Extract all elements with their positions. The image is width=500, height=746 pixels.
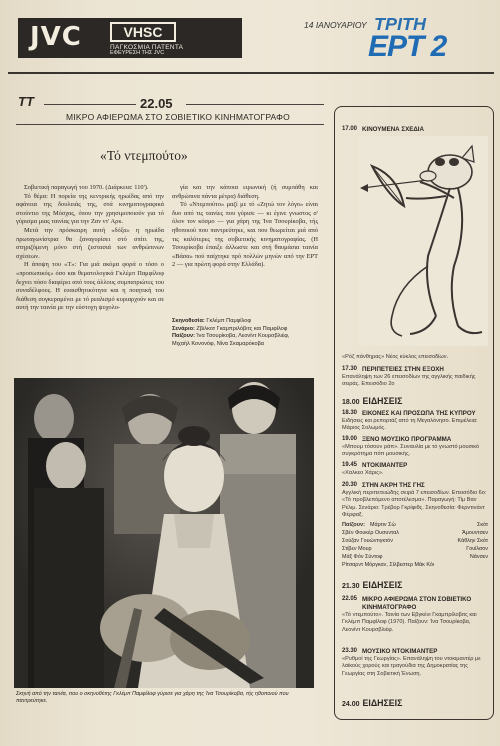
article-paragraph: Σοβιετική παραγωγή του 1970. (Διάρκεια: 110').	[24, 184, 149, 191]
article-paragraph: Μετά την πρόσκαιρη αυτή «δόξα» η ηρωίδα πρωταγωνίστρια θα ξαναγυρίσει στό σπίτι της, στηριζόμενη μόνο στή ζεστασιά των ανθρώπινων σχέσεων.	[16, 226, 164, 260]
pink-panther-illustration	[358, 136, 488, 346]
article-paragraph: Η άποψη του «Τ»: Για μιά ακόμα φορά ο τόσο ο «προσωπικός» όσο και θεματολογικά Γκλέμπ Παμφίλοφ δεχνει πόσο διαφέρει από τους άλλους συμπατριώτες του συναδέλφους. Η ευαισθητικότητα και η ποιητική του διάθεση συγκεραμένει με τό ρεαλισμό κυριαρχούν και σε αυτή την ταινία με την εύστοχη ψυχολο-	[16, 261, 164, 312]
credit-line: Παίζουν: Ίνα Τσουρίκοβα, Λεονίντ Κουρσβλιέφ,	[172, 333, 290, 340]
jvc-ad-banner	[18, 18, 242, 58]
schedule-news: 24.00 ΕΙΔΗΣΕΙΣ	[342, 698, 403, 708]
pink-panther-icon	[358, 136, 488, 346]
schedule-desc: «Μπουμ τόσουν ράπ». Συναυλία με τό γνωστό μουσικό συγκρότημα πόπ μουσικής.	[342, 444, 480, 458]
schedule-news: 18.00 ΕΙΔΗΣΕΙΣ	[342, 396, 403, 406]
credit-line: Σκηνοθεσία: Γκλέμπ Παμφίλοφ	[172, 318, 251, 324]
schedule-title: ΕΙΚΟΝΕΣ ΚΑΙ ΠΡΟΣΩΠΑ ΤΗΣ ΚΥΠΡΟΥ	[362, 410, 476, 417]
vhsc-logo: VHSC	[110, 22, 176, 42]
schedule-time: 17.00	[342, 126, 358, 132]
photo-caption: Σκηνή από την ταινία, που ο σκηνοθέτης Γκλέμπ Παμφίλοφ γύρισε για χάρη της Ίνα Τσουρίκοβα, τής ηθοποιού που παντρεύτηκε.	[16, 691, 289, 705]
divider-line	[44, 104, 136, 105]
header-divider	[8, 72, 494, 74]
article-paragraph: γία και την κάποια ειρωνική (ή συμπάθη και ανθρώπινα πάντα μέτρα) διάθεση.	[172, 184, 318, 200]
schedule-desc: «Τό ντεμπούτο». Ταινία των Εβγκένι Γκαμπρίλοβιτς και Γκλέμπ Παμφίλοφ (1970). Παίζουν: Ίνα Τσουρίκοβα, Λεονίντ Κουρσβλιέφ.	[342, 612, 477, 633]
divider-line	[16, 124, 324, 125]
channel-logo: ΕΡΤ 2	[368, 30, 447, 63]
schedule-title: ΠΕΡΙΠΕΤΕΙΕΣ ΣΤΗΝ ΕΞΟΧΗ	[362, 366, 444, 373]
article-paragraph: Τό «Ντεμπούτο» μαζί με τό «Ζητώ τον λόγο» είναι δυο από τις ταινίες που γύρισε — κι έγινε γνωστος σ' όλον τον κόσμο — για χάρη της Ίνα Τσουρίκοβα, τής ηθοποιού που παντρεύτηκε, και που θεωρείται μιά από τις καλύτερες της σοβιετικής κινηματογραφίας. (Η Τσουρίκοβα έπαιξε άλλωστε και στή θαυμάσια ταινία «Βάσα» πού παίχτηκε πρό πολλών μηνών από την ΕΡΤ 2 — για πρώτη φορά στην Ελλάδα).	[172, 201, 318, 269]
divider-line	[186, 104, 324, 105]
cast-row: Μάξ Φόν Σύντοφ Νάνσεν	[342, 554, 488, 560]
article-column-1	[16, 184, 164, 313]
section-title: ΜΙΚΡΟ ΑΦΙΕΡΩΜΑ ΣΤΟ ΣΟΒΙΕΤΙΚΟ ΚΙΝΗΜΑΤΟΓΡΑΦΟ	[66, 112, 290, 122]
schedule-title: ΞΕΝΟ ΜΟΥΣΙΚΟ ΠΡΟΓΡΑΜΜΑ	[362, 436, 452, 443]
issue-day: ΤΡΙΤΗ	[374, 14, 426, 34]
film-title: «Τό ντεμπούτο»	[100, 148, 188, 163]
cast-label: Παίζουν:	[342, 522, 365, 528]
schedule-desc: «Χαλκεο Χάρις».	[342, 470, 384, 476]
article-paragraph: Τό θέμα: Η πορεία της κεντρικής ηρωίδας από την αφάνεια της δουλειάς της, στά κινηματογραφικά στούντιο της Μόσχας, όπου την χρησιμοποιούν για τό γύρισμα μιας ταινίας για την Ζαν ντ' Αρκ.	[16, 192, 164, 226]
schedule-desc: «Ρυθμοί της Γεωργίας». Επανάληψη του ντοκιμαντέρ με λαϊκούς χορούς και τραγούδια της Δημοκρατίας της Γεωργίας στη Σοβιετική Ένωση.	[342, 656, 481, 677]
schedule-desc: Ειδήσεις και ρεπορτάζ από τη Μεγαλόνησο. Επιμέλεια: Μάριος Σολωμός.	[342, 418, 478, 432]
cast-row: Μάρτιν Σώ Σκότ	[370, 522, 488, 528]
schedule-desc: «Ρόζ πάνθηρας» Νέος κύκλος επεισοδίων.	[342, 354, 449, 360]
schedule-title: ΚΙΝΟΥΜΕΝΑ ΣΧΕΔΙΑ	[362, 126, 424, 133]
jvc-tagline-2: ΕΦΕΥΡΕΣΗ ΤΗΣ JVC	[110, 50, 165, 56]
page-header	[6, 8, 494, 68]
article-column-2	[172, 184, 318, 270]
schedule-time: 18.30	[342, 410, 358, 416]
schedule-title: ΣΤΗΝ ΑΚΡΗ ΤΗΣ ΓΗΣ	[362, 482, 425, 489]
schedule-title: ΜΟΥΣΙΚΟ ΝΤΟΚΙΜΑΝΤΕΡ	[362, 648, 438, 655]
schedule-title: ΝΤΟΚΙΜΑΝΤΕΡ	[362, 462, 408, 469]
credit-line: Σενάριο: Ζβιλκοτ Γκαμπριλόβιτς και Παμφίλοφ	[172, 325, 288, 332]
film-still-photo	[14, 378, 314, 688]
schedule-time: 19.00	[342, 436, 358, 442]
schedule-time: 22.05	[342, 596, 358, 602]
cast-row: Σούζαν Γουώντιγκτόν Κάθλην Σκότ	[342, 538, 488, 544]
schedule-desc: Αγγλική περιπετειώδης σειρά 7 επεισοδίων. Επεισόδιο 6ο: «Τό προβλεπόμενο αποτέλεσμα». Παραγωγή: Τίμ Βαν Ρέλιμ. Σενάριο: Τρέβορ Γκρίφιθς. Σκηνοθεσία: Φερντινάντ Φέρφαξ.	[342, 490, 487, 519]
schedule-time: 20.30	[342, 482, 358, 488]
film-credits	[172, 318, 312, 348]
schedule-news: 21.30 ΕΙΔΗΣΕΙΣ	[342, 580, 403, 590]
jvc-logo: JVC	[30, 22, 82, 52]
cast-row: Στίβεν Μουρ Γουίλσον	[342, 546, 488, 552]
schedule-time: 23.30	[342, 648, 358, 654]
issue-date: 14 ΙΑΝΟΥΑΡΙΟΥ	[304, 20, 367, 30]
tt-logo: TT	[18, 94, 34, 109]
film-still-illustration	[14, 378, 314, 688]
schedule-time: 19.45	[342, 462, 358, 468]
feature-time: 22.05	[140, 96, 173, 111]
credit-line: Μιχαήλ Κονονόφ, Νίνα Σκαμαρόκοβα	[172, 340, 265, 347]
schedule-title: ΜΙΚΡΟ ΑΦΙΕΡΩΜΑ ΣΤΟΝ ΣΟΒΙΕΤΙΚΟ ΚΙΝΗΜΑΤΟΓΡΑΦΟ	[362, 596, 472, 611]
schedule-desc: Επανάληψη των 26 επεισοδίων της αγγλικής παιδικής σειράς. Επεισόδιο 2ο	[342, 374, 476, 388]
schedule-time: 17.30	[342, 366, 358, 372]
cast-row: Σβέν Φουκέρ Ουσυνταλ Άμουντσεν	[342, 530, 488, 536]
jvc-tagline-1: ΠΑΓΚΟΣΜΙΑ ΠΑΤΕΝΤΑ	[110, 44, 184, 51]
cast-row: Ρίτσαρντ Μόργκαν, Σίλβεστερ Μάκ Κόι	[342, 562, 435, 568]
